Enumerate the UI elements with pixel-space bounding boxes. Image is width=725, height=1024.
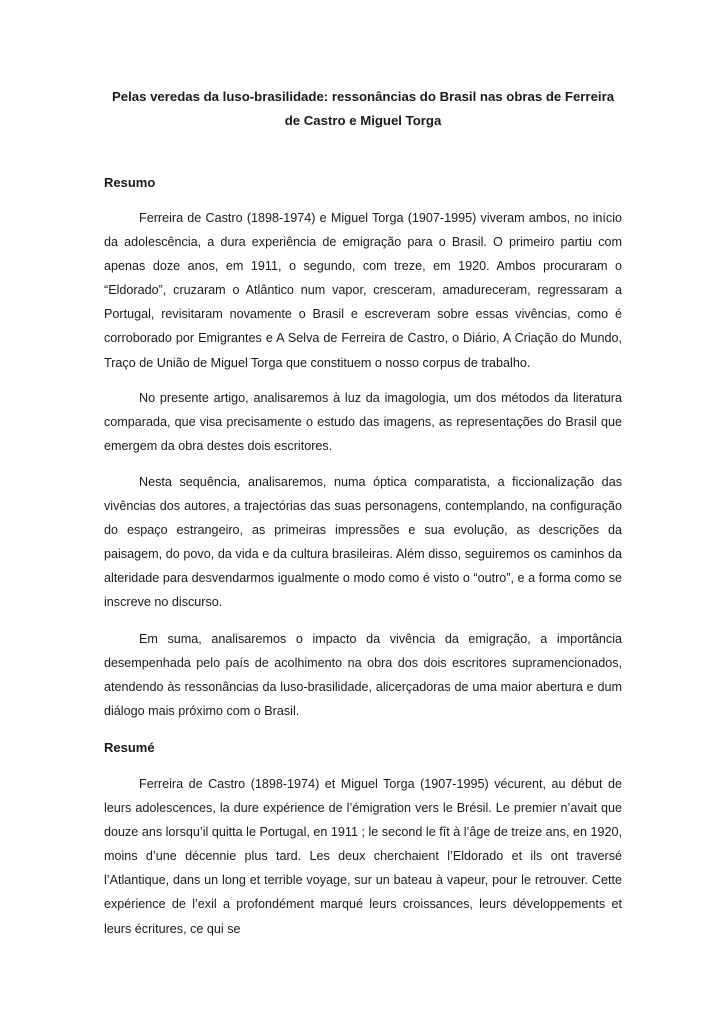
resume-paragraph: Ferreira de Castro (1898-1974) et Miguel Torga (1907-1995) vécurent, au début de leurs adolescences, la dure expérience de l’émigration vers le Brésil. Le premier n’avait que douze ans lorsqu’il quitta le Portugal, en 1911 ; le second le fît à l’âge de treize ans, en 1920, moins d’une décennie plus tard. Les deux cherchaient l’Eldorado et ils ont traversé l’Atlantique, dans un long et terrible voyage, sur un bateau à vapeur, pour le retrouver. Cette expérience de l’exil a profondément marqué leurs croissances, leurs développements et leurs écritures, ce qui se bbox=[104, 777, 622, 936]
abstract-paragraph: Nesta sequência, analisaremos, numa óptica comparatista, a ficcionalização das vivências dos autores, a trajectórias das suas personagens, contemplando, na configuração do espaço estrangeiro, as primeiras impressões e sua evolução, as descrições da paisagem, do povo, da vida e da cultura brasileiras. Além disso, seguiremos os caminhos da alteridade para desvendarmos igualmente o modo como é visto o “outro”, e a forma como se inscreve no discurso. bbox=[104, 475, 622, 610]
paper-title: Pelas veredas da luso-brasilidade: ressonâncias do Brasil nas obras de Ferreira de Castro e Miguel Torga bbox=[111, 89, 615, 128]
abstract-paragraph: Em suma, analisaremos o impacto da vivência da emigração, a importância desempenhada pelo país de acolhimento na obra dos dois escritores supramencionados, atendendo às ressonâncias da luso-brasilidade, alicerçadoras de uma maior abertura e dum diálogo mais próximo com o Brasil. bbox=[104, 632, 622, 719]
abstract-paragraph: No presente artigo, analisaremos à luz da imagologia, um dos métodos da literatura comparada, que visa precisamente o estudo das imagens, as representações do Brasil que emergem da obra destes dois escritores. bbox=[104, 391, 622, 454]
abstract-paragraph: Ferreira de Castro (1898-1974) e Miguel Torga (1907-1995) viveram ambos, no início da adolescência, a dura experiência de emigração para o Brasil. O primeiro partiu com apenas doze anos, em 1911, o segundo, com treze, em 1920. Ambos procuraram o “Eldorado”, cruzaram o Atlântico num vapor, cresceram, amadureceram, regressaram a Portugal, revisitaram novamente o Brasil e escreveram sobre essas vivências, como é corroborado por Emigrantes e A Selva de Ferreira de Castro, o Diário, A Criação do Mundo, Traço de União de Miguel Torga que constituem o nosso corpus de trabalho. bbox=[104, 211, 622, 370]
section-heading-resume: Resumé bbox=[104, 740, 155, 755]
section-heading-resumo: Resumo bbox=[104, 175, 156, 190]
